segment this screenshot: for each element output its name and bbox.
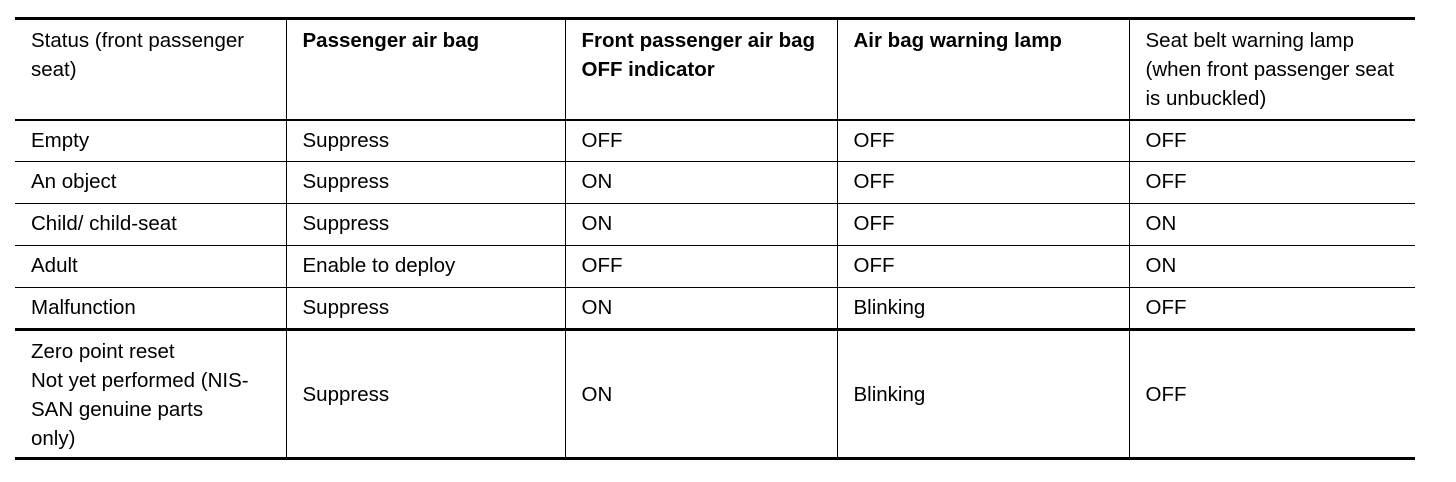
cell-status: An object: [31, 170, 117, 193]
header-status: Status (front passenger seat): [31, 29, 245, 81]
cell-off-indicator: ON: [565, 162, 837, 204]
cell-air-bag: Suppress: [286, 330, 565, 459]
cell-seat-belt-lamp: ON: [1129, 204, 1415, 246]
header-off-indicator: Front passenger air bag OFF indicator: [565, 19, 837, 120]
cell-off-indicator: OFF: [565, 120, 837, 162]
cell-air-bag: Suppress: [286, 204, 565, 246]
cell-off-indicator: ON: [565, 204, 837, 246]
table-row: [15, 204, 1415, 246]
cell-status: Child/ child-seat: [31, 212, 177, 235]
table-header: [15, 19, 1415, 120]
cell-warning-lamp: OFF: [837, 246, 1129, 288]
table-row: [15, 246, 1415, 288]
header-warning-lamp: Air bag warning lamp: [837, 19, 1129, 120]
table-row: [15, 330, 1415, 459]
cell-seat-belt-lamp: OFF: [1129, 330, 1415, 459]
cell-warning-lamp: Blinking: [837, 330, 1129, 459]
cell-air-bag: Suppress: [286, 120, 565, 162]
cell-warning-lamp: OFF: [837, 120, 1129, 162]
cell-air-bag: Suppress: [286, 162, 565, 204]
cell-off-indicator: OFF: [565, 246, 837, 288]
cell-warning-lamp: OFF: [837, 162, 1129, 204]
cell-air-bag: Enable to deploy: [286, 246, 565, 288]
cell-warning-lamp: Blinking: [837, 288, 1129, 330]
table-row: [15, 288, 1415, 330]
header-passenger-air-bag: Passenger air bag: [286, 19, 565, 120]
table-row: [15, 162, 1415, 204]
cell-status: Zero point reset Not yet performed (NIS- SAN genuine parts only): [31, 339, 249, 450]
cell-air-bag: Suppress: [286, 288, 565, 330]
header-seat-belt-lamp: Seat belt warning lamp (when front passenger seat is unbuckled): [1129, 19, 1415, 120]
cell-off-indicator: ON: [565, 288, 837, 330]
cell-seat-belt-lamp: OFF: [1129, 288, 1415, 330]
table-row: [15, 120, 1415, 162]
table-body: [15, 120, 1415, 459]
cell-seat-belt-lamp: OFF: [1129, 120, 1415, 162]
status-table: [15, 17, 1415, 460]
cell-status: Adult: [31, 254, 78, 277]
cell-seat-belt-lamp: OFF: [1129, 162, 1415, 204]
cell-status: Malfunction: [31, 296, 136, 319]
cell-warning-lamp: OFF: [837, 204, 1129, 246]
cell-status: Empty: [31, 128, 90, 152]
header-row: [15, 19, 1415, 120]
cell-seat-belt-lamp: ON: [1129, 246, 1415, 288]
cell-off-indicator: ON: [565, 330, 837, 459]
